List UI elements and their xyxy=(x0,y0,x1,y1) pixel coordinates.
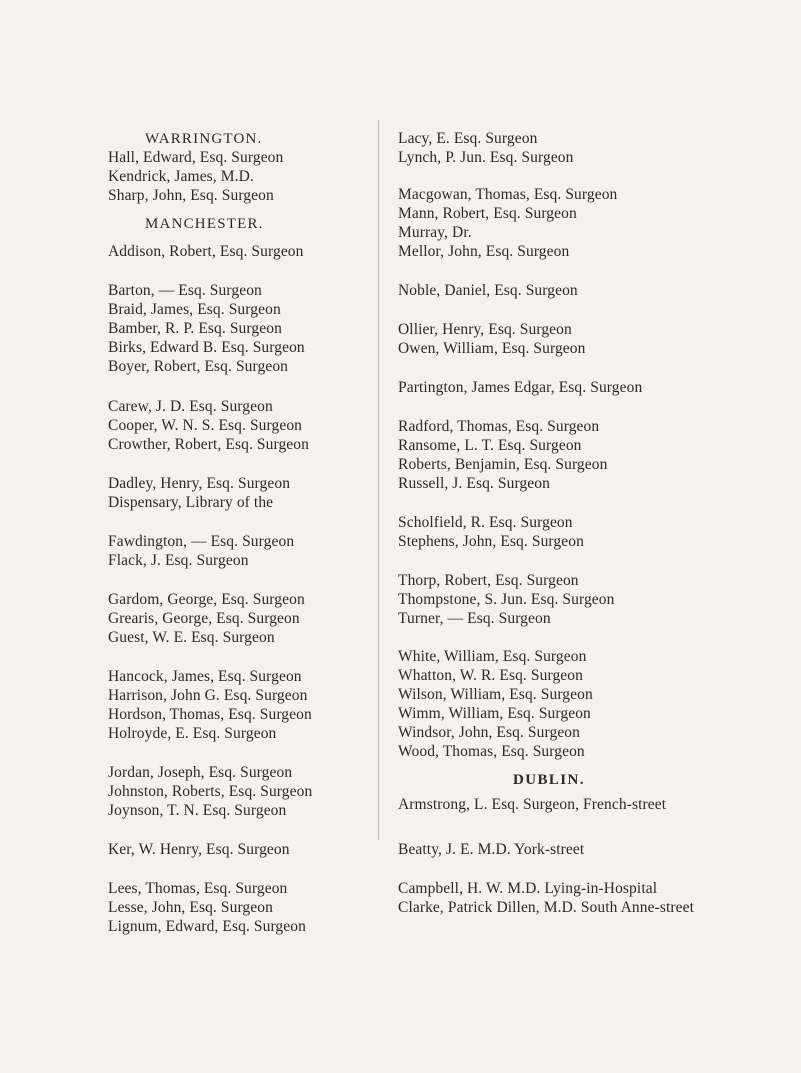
list-item: Mellor, John, Esq. Surgeon xyxy=(398,243,570,260)
list-item: Joynson, T. N. Esq. Surgeon xyxy=(108,802,287,819)
list-item: Birks, Edward B. Esq. Surgeon xyxy=(108,339,305,356)
list-item: Ker, W. Henry, Esq. Surgeon xyxy=(108,841,290,858)
list-item: Sharp, John, Esq. Surgeon xyxy=(108,187,274,204)
list-item: Flack, J. Esq. Surgeon xyxy=(108,552,249,569)
list-item: Campbell, H. W. M.D. Lying-in-Hospital xyxy=(398,880,658,897)
list-item: White, William, Esq. Surgeon xyxy=(398,648,587,665)
list-item: Ollier, Henry, Esq. Surgeon xyxy=(398,321,572,338)
list-item: Braid, James, Esq. Surgeon xyxy=(108,301,281,318)
list-item: Harrison, John G. Esq. Surgeon xyxy=(108,687,308,704)
list-item: Stephens, John, Esq. Surgeon xyxy=(398,533,584,550)
section-heading-manchester: MANCHESTER. xyxy=(145,216,264,232)
list-item: Windsor, John, Esq. Surgeon xyxy=(398,724,581,741)
list-item: Holroyde, E. Esq. Surgeon xyxy=(108,725,277,742)
list-item: Noble, Daniel, Esq. Surgeon xyxy=(398,282,578,299)
list-item: Fawdington, — Esq. Surgeon xyxy=(108,533,295,550)
list-item: Wimm, William, Esq. Surgeon xyxy=(398,705,591,722)
list-item: Mann, Robert, Esq. Surgeon xyxy=(398,205,577,222)
list-item: Partington, James Edgar, Esq. Surgeon xyxy=(398,379,643,396)
list-item: Hancock, James, Esq. Surgeon xyxy=(108,668,302,685)
column-rule xyxy=(378,120,379,840)
list-item: Whatton, W. R. Esq. Surgeon xyxy=(398,667,583,684)
list-item: Lynch, P. Jun. Esq. Surgeon xyxy=(398,149,574,166)
list-item: Addison, Robert, Esq. Surgeon xyxy=(108,243,304,260)
list-item: Thompstone, S. Jun. Esq. Surgeon xyxy=(398,591,615,608)
list-item: Dadley, Henry, Esq. Surgeon xyxy=(108,475,291,492)
list-item: Thorp, Robert, Esq. Surgeon xyxy=(398,572,579,589)
list-item: Roberts, Benjamin, Esq. Surgeon xyxy=(398,456,608,473)
section-heading-warrington: WARRINGTON. xyxy=(145,131,263,147)
list-item: Russell, J. Esq. Surgeon xyxy=(398,475,550,492)
list-item: Dispensary, Library of the xyxy=(108,494,274,511)
list-item: Crowther, Robert, Esq. Surgeon xyxy=(108,436,309,453)
list-item: Boyer, Robert, Esq. Surgeon xyxy=(108,358,289,375)
list-item: Hordson, Thomas, Esq. Surgeon xyxy=(108,706,312,723)
list-item: Wilson, William, Esq. Surgeon xyxy=(398,686,593,703)
list-item: Wood, Thomas, Esq. Surgeon xyxy=(398,743,585,760)
list-item: Owen, William, Esq. Surgeon xyxy=(398,340,586,357)
list-item: Turner, — Esq. Surgeon xyxy=(398,610,551,627)
list-item: Radford, Thomas, Esq. Surgeon xyxy=(398,418,600,435)
list-item: Guest, W. E. Esq. Surgeon xyxy=(108,629,275,646)
list-item: Murray, Dr. xyxy=(398,224,472,241)
list-item: Lesse, John, Esq. Surgeon xyxy=(108,899,273,916)
list-item: Barton, — Esq. Surgeon xyxy=(108,282,262,299)
list-item: Macgowan, Thomas, Esq. Surgeon xyxy=(398,186,618,203)
list-item: Lacy, E. Esq. Surgeon xyxy=(398,130,538,147)
list-item: Hall, Edward, Esq. Surgeon xyxy=(108,149,284,166)
list-item: Beatty, J. E. M.D. York-street xyxy=(398,841,585,858)
list-item: Johnston, Roberts, Esq. Surgeon xyxy=(108,783,313,800)
list-item: Clarke, Patrick Dillen, M.D. South Anne-street xyxy=(398,899,695,916)
list-item: Lees, Thomas, Esq. Surgeon xyxy=(108,880,288,897)
list-item: Carew, J. D. Esq. Surgeon xyxy=(108,398,273,415)
list-item: Lignum, Edward, Esq. Surgeon xyxy=(108,918,306,935)
list-item: Jordan, Joseph, Esq. Surgeon xyxy=(108,764,293,781)
list-item: Gardom, George, Esq. Surgeon xyxy=(108,591,305,608)
list-item: Grearis, George, Esq. Surgeon xyxy=(108,610,300,627)
section-heading-dublin: DUBLIN. xyxy=(513,772,585,788)
list-item: Armstrong, L. Esq. Surgeon, French-street xyxy=(398,796,667,813)
list-item: Bamber, R. P. Esq. Surgeon xyxy=(108,320,282,337)
list-item: Scholfield, R. Esq. Surgeon xyxy=(398,514,573,531)
list-item: Ransome, L. T. Esq. Surgeon xyxy=(398,437,582,454)
list-item: Kendrick, James, M.D. xyxy=(108,168,254,185)
list-item: Cooper, W. N. S. Esq. Surgeon xyxy=(108,417,303,434)
